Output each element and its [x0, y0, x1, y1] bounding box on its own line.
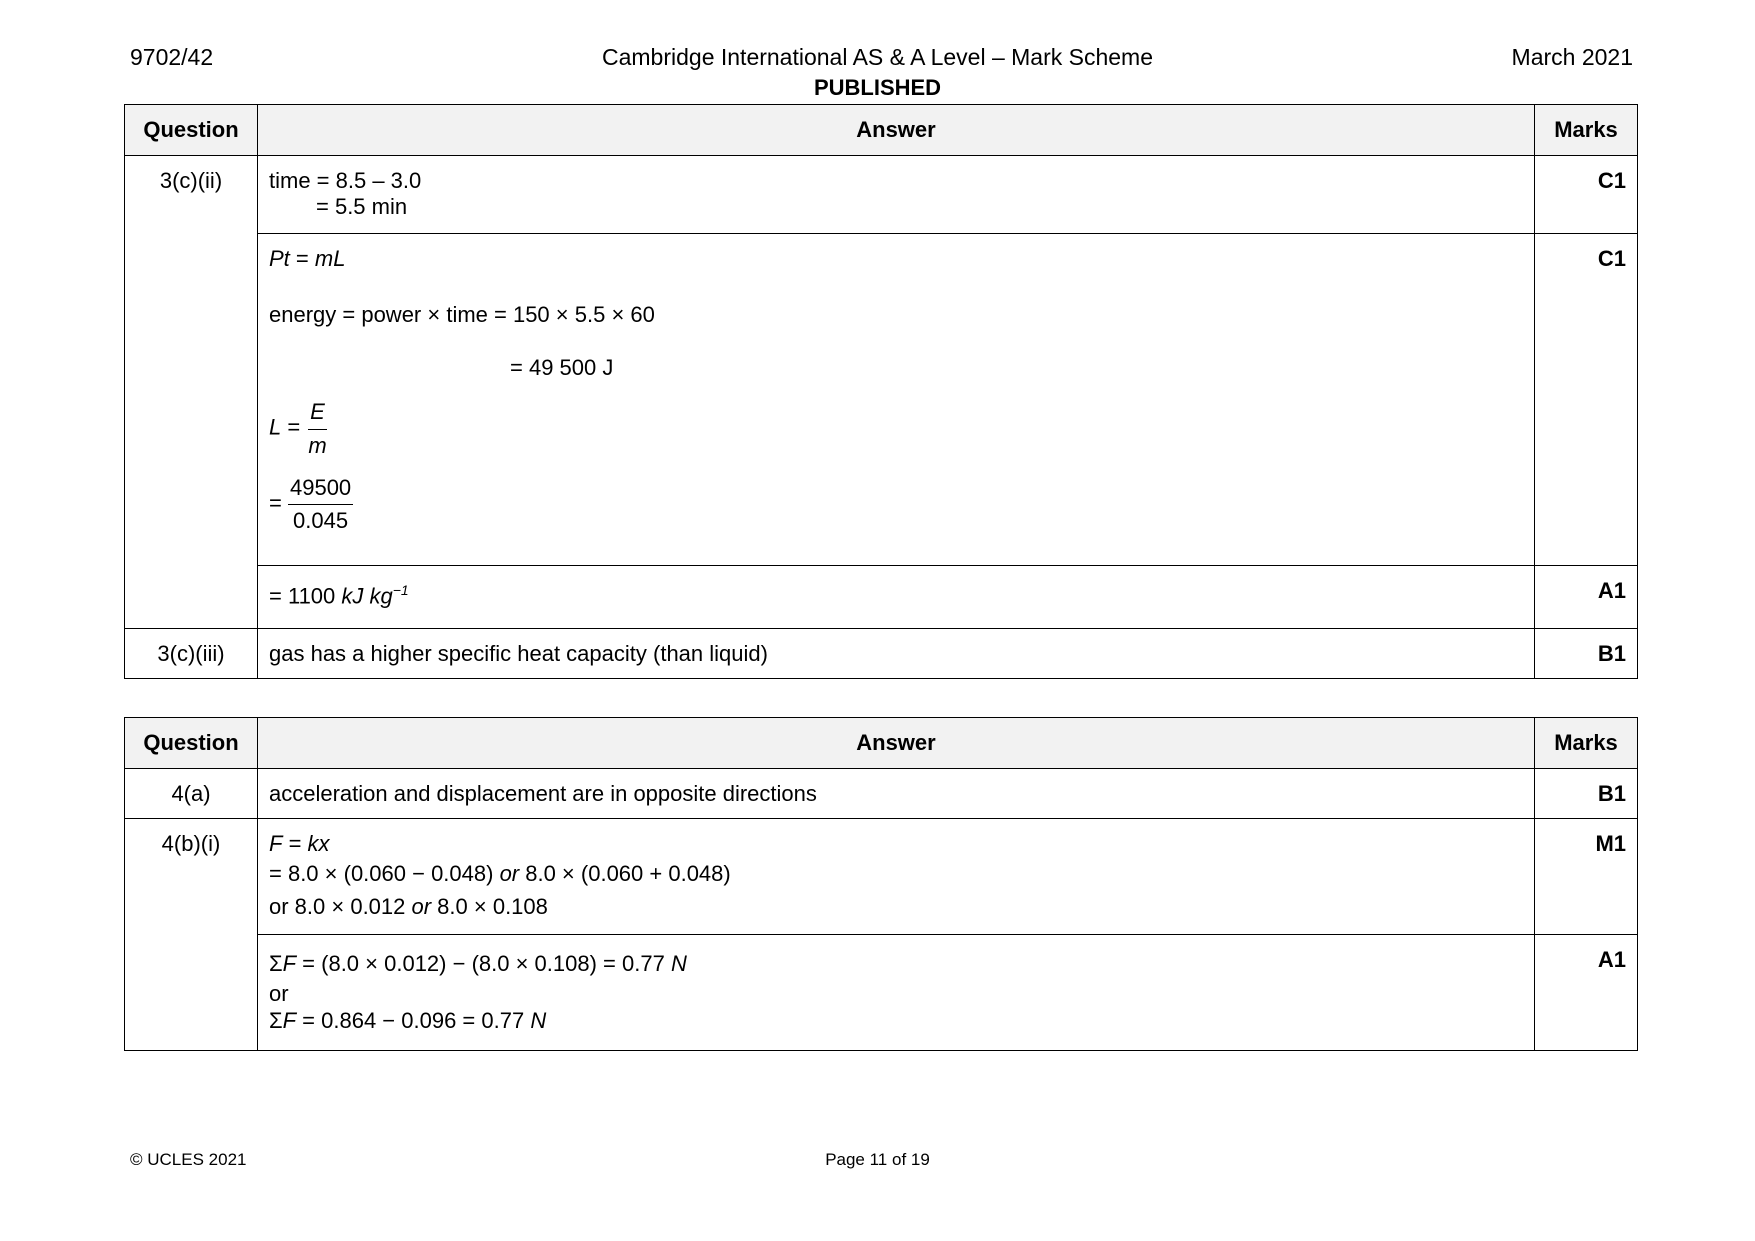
question-column-header: Question — [125, 105, 258, 156]
table-row — [125, 629, 1638, 679]
formula-part: 8.0 × 0.108 — [431, 893, 548, 919]
fraction-numerator: E — [308, 399, 327, 429]
answer-line: = 5.5 min — [316, 194, 408, 220]
unit: N — [670, 951, 687, 976]
table-row — [125, 566, 1638, 629]
mark-scheme-table-q4 — [124, 717, 1638, 1051]
answer-column-header: Answer — [258, 718, 1535, 769]
answer-column-header: Answer — [258, 105, 1535, 156]
question-number: 4(a) — [125, 769, 258, 819]
answer-cell — [258, 819, 1535, 935]
sigma-symbol: Σ — [269, 951, 283, 976]
question-number: 4(b)(i) — [125, 819, 258, 1051]
fraction-denominator: m — [308, 432, 327, 458]
mark-cell: A1 — [1535, 935, 1638, 1051]
mark-cell: M1 — [1535, 819, 1638, 935]
result-exponent: −1 — [392, 582, 409, 598]
table-row — [125, 935, 1638, 1051]
answer-cell — [258, 566, 1535, 629]
formula-part: or 8.0 × 0.012 — [269, 893, 412, 919]
fraction — [306, 399, 328, 459]
question-number: 3(c)(iii) — [125, 629, 258, 679]
published-label: PUBLISHED — [813, 75, 942, 100]
answer-line: time = 8.5 – 3.0 — [269, 168, 422, 193]
table-row — [125, 769, 1638, 819]
formula-line — [269, 951, 1524, 977]
mark-cell: A1 — [1535, 566, 1638, 629]
formula-term: mL — [314, 246, 346, 271]
document-title: Cambridge International AS & A Level – Mark Scheme — [601, 44, 1154, 70]
formula-line — [269, 399, 1524, 459]
table-row — [125, 234, 1638, 566]
answer-cell: acceleration and displacement are in opposite directions — [258, 769, 1535, 819]
formula-operator: = — [282, 831, 308, 856]
fraction-denominator: 0.045 — [293, 508, 349, 534]
or-line: or — [269, 981, 289, 1007]
result-value: = 1100 — [269, 583, 342, 609]
answer-cell: gas has a higher specific heat capacity (than liquid) — [258, 629, 1535, 679]
formula-term: Pt — [269, 246, 290, 271]
formula-part: = (8.0 × 0.012) − (8.0 × 0.108) = 0.77 — [296, 951, 671, 976]
table-row — [125, 819, 1638, 935]
formula-operator: = — [281, 414, 301, 440]
answer-cell — [258, 935, 1535, 1051]
mark-scheme-table-q3 — [124, 104, 1638, 679]
page-header — [0, 44, 1755, 101]
or-word: or — [499, 861, 520, 887]
copyright: © UCLES 2021 — [130, 1150, 247, 1169]
formula-term: F — [282, 1007, 297, 1033]
mark-cell: B1 — [1535, 769, 1638, 819]
formula-operator: = — [289, 246, 315, 271]
question-number: 3(c)(ii) — [125, 156, 258, 629]
mark-cell: C1 — [1535, 156, 1638, 234]
formula-operator: = — [269, 490, 282, 516]
formula-term: kx — [307, 831, 330, 856]
fraction — [288, 475, 353, 535]
mark-cell: C1 — [1535, 234, 1638, 566]
formula-term: F — [282, 951, 297, 976]
sigma-symbol: Σ — [269, 1007, 283, 1033]
marks-column-header: Marks — [1535, 105, 1638, 156]
paper-code: 9702/42 — [130, 44, 214, 70]
energy-result: = 49 500 J — [510, 354, 614, 380]
or-word: or — [411, 893, 432, 919]
marks-column-header: Marks — [1535, 718, 1638, 769]
answer-cell — [258, 234, 1535, 566]
formula-term: L — [269, 414, 282, 440]
formula-part: = 8.0 × (0.060 − 0.048) — [269, 861, 500, 887]
exam-date: March 2021 — [1511, 44, 1633, 70]
energy-line: energy = power × time = 150 × 5.5 × 60 — [269, 302, 655, 328]
formula-line — [269, 831, 1524, 857]
table-header-row — [125, 718, 1638, 769]
formula-line — [269, 894, 1524, 920]
table-header-row — [125, 105, 1638, 156]
formula-line — [269, 861, 1524, 887]
formula-term: F — [269, 831, 283, 856]
unit: N — [530, 1007, 547, 1033]
formula-part: = 0.864 − 0.096 = 0.77 — [296, 1007, 531, 1033]
mark-cell: B1 — [1535, 629, 1638, 679]
answer-cell — [258, 156, 1535, 234]
formula-line — [269, 475, 1524, 535]
formula-line — [269, 1008, 1524, 1034]
question-column-header: Question — [125, 718, 258, 769]
formula-line — [269, 246, 1524, 272]
fraction-numerator: 49500 — [288, 475, 353, 505]
formula-part: 8.0 × (0.060 + 0.048) — [519, 861, 731, 887]
result-unit: kJ kg — [341, 583, 393, 609]
table-row — [125, 156, 1638, 234]
page-number: Page 11 of 19 — [825, 1150, 930, 1169]
